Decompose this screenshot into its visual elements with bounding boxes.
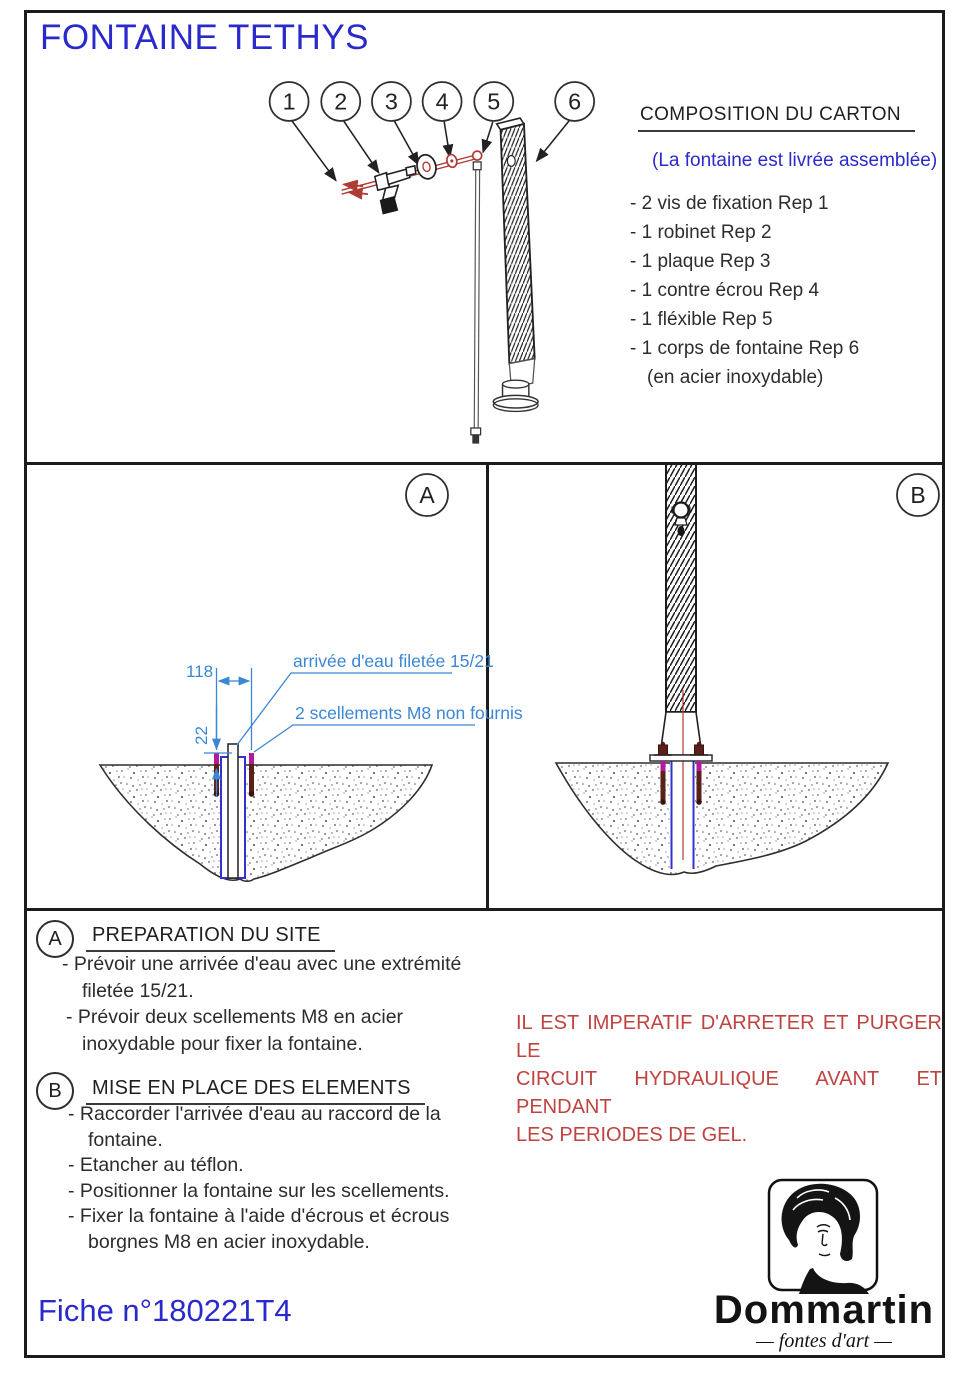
frost-warning xyxy=(516,1009,942,1149)
flexible-rep5 xyxy=(471,151,482,443)
callout-5 xyxy=(474,82,513,121)
warning-line: LES PERIODES DE GEL. xyxy=(516,1124,748,1146)
callout-circles xyxy=(270,82,595,121)
plate-rep3 xyxy=(415,153,439,181)
instruction-line: borgnes M8 en acier inoxydable. xyxy=(88,1230,370,1253)
instruction-line: fontaine. xyxy=(88,1128,163,1151)
step-a-badge: A xyxy=(36,920,74,958)
svg-text:4: 4 xyxy=(435,88,449,115)
screw-rep1 xyxy=(349,192,368,194)
instruction-line: - Positionner la fontaine sur les scellements. xyxy=(68,1179,450,1202)
instruction-line: - Fixer la fontaine à l'aide d'écrous et écrous xyxy=(68,1205,450,1227)
callout-4 xyxy=(423,82,462,121)
base-flange xyxy=(493,395,538,408)
brand-logo xyxy=(705,1176,943,1356)
logo-tagline: — fontes d'art — xyxy=(756,1330,892,1352)
instruction-line: - Etancher au téflon. xyxy=(68,1154,244,1176)
instruction-line: filetée 15/21. xyxy=(82,979,194,1002)
composition-item: - 1 fléxible Rep 5 xyxy=(630,309,773,330)
composition-item: - 1 robinet Rep 2 xyxy=(630,222,772,243)
logo-emblem xyxy=(705,1176,943,1296)
svg-text:2: 2 xyxy=(334,88,348,115)
callout-3 xyxy=(372,82,411,121)
composition-item: - 2 vis de fixation Rep 1 xyxy=(630,193,829,214)
svg-text:1: 1 xyxy=(282,88,296,115)
composition-item: - 1 contre écrou Rep 4 xyxy=(630,280,820,301)
tap-hole xyxy=(507,156,515,167)
sheet-number: Fiche n°180221T4 xyxy=(38,1293,292,1328)
step-a-heading: PREPARATION DU SITE xyxy=(86,924,335,952)
instruction-line: inoxydable pour fixer la fontaine. xyxy=(82,1032,363,1055)
panel-a-diagram xyxy=(100,474,523,881)
seal-label: 2 scellements M8 non fournis xyxy=(295,703,523,723)
svg-text:5: 5 xyxy=(487,88,501,115)
anchor-bolt xyxy=(249,753,255,797)
svg-text:6: 6 xyxy=(568,88,582,115)
ground-section-a xyxy=(100,765,432,881)
callout-2 xyxy=(321,82,360,121)
callout-1 xyxy=(270,82,309,121)
fountain-body-rep6 xyxy=(493,118,538,411)
warning-line: CIRCUIT HYDRAULIQUE AVANT ET PENDANT xyxy=(516,1068,942,1118)
panel-b-diagram xyxy=(556,464,939,875)
tap-rep2 xyxy=(375,166,416,215)
page-title: FONTAINE TETHYS xyxy=(40,18,370,57)
fountain-column xyxy=(666,464,696,712)
composition-heading: COMPOSITION DU CARTON xyxy=(638,104,915,132)
step-b-text xyxy=(68,1102,498,1255)
panel-a-label: A xyxy=(419,482,435,508)
logo-wordmark: Dommartin xyxy=(713,1288,935,1332)
composition-note: (La fontaine est livrée assemblée) xyxy=(652,150,938,171)
warning-line: IL EST IMPERATIF D'ARRETER ET PURGER LE xyxy=(516,1012,942,1062)
mounting-plate xyxy=(650,755,712,761)
composition-item: - 1 plaque Rep 3 xyxy=(630,251,771,272)
composition-item: (en acier inoxydable) xyxy=(647,367,824,388)
installation-diagrams xyxy=(24,462,945,910)
svg-text:3: 3 xyxy=(384,88,398,115)
ground-section-b xyxy=(556,763,888,875)
composition-list xyxy=(630,189,859,392)
dim-118-label: 118 xyxy=(186,662,214,681)
dim-22-label: 22 xyxy=(192,726,211,745)
step-b-badge: B xyxy=(36,1072,74,1110)
composition-item: - 1 corps de fontaine Rep 6 xyxy=(630,338,860,359)
water-inlet-label: arrivée d'eau filetée 15/21 xyxy=(293,651,494,671)
instruction-line: - Prévoir une arrivée d'eau avec une extrémité xyxy=(62,953,462,975)
instruction-line: - Prévoir deux scellements M8 en acier xyxy=(66,1006,404,1028)
water-inlet-pipe xyxy=(228,744,238,878)
panel-b-label: B xyxy=(910,482,926,508)
step-b-heading: MISE EN PLACE DES ELEMENTS xyxy=(86,1077,425,1105)
instruction-line: - Raccorder l'arrivée d'eau au raccord de la xyxy=(68,1103,441,1125)
step-a-text xyxy=(62,951,492,1057)
callout-6 xyxy=(555,82,594,121)
